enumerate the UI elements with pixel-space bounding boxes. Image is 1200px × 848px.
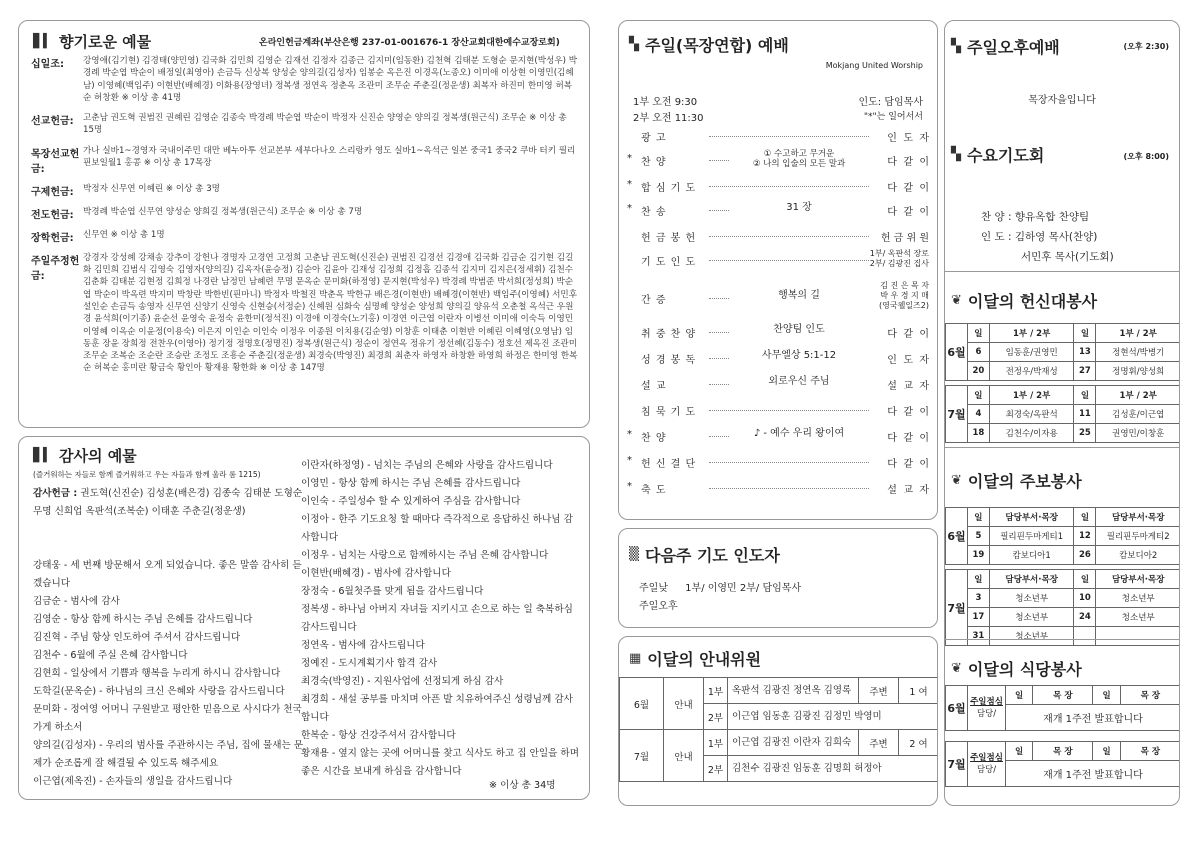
thanks-item: 최경희 - 새설 공부를 마치며 아픈 발 치유하여주신 성령님께 감사합니다 <box>301 694 573 723</box>
table-header: 목 장 <box>1120 742 1180 761</box>
month-cell: 6월 <box>946 686 968 731</box>
thanks-item: 양의길(김성자) - 우리의 범사를 주관하시는 주님, 집에 물새는 문제가 순조롭게 잘 해결될 수 있도록 해주세요 <box>33 740 304 769</box>
thanks-item: 김진혁 - 주님 항상 인도하여 주셔서 감사드립니다 <box>33 632 241 643</box>
table-header: 목 장 <box>1033 742 1093 761</box>
afternoon-header <box>951 35 1060 58</box>
offering-label: 구제헌금: <box>31 186 74 198</box>
table-header: 담당부서·목장 <box>989 570 1074 589</box>
assignee-cell: 김성훈/이근엽 <box>1096 405 1180 424</box>
offering-panel <box>18 20 590 428</box>
month-cell: 7월 <box>946 742 968 787</box>
service-1: 1부 <box>704 678 728 704</box>
worship-row <box>619 149 937 169</box>
table-header: 일 <box>967 386 989 405</box>
thanks-title: 감사의 예물 <box>59 447 137 465</box>
bulletin-table-jul <box>945 569 1180 646</box>
offering-row <box>31 55 579 104</box>
leader-dots <box>709 481 869 489</box>
leader-dots <box>709 229 869 237</box>
usher-row <box>620 730 939 756</box>
next-prayer-panel <box>618 528 938 628</box>
cafeteria-header <box>951 657 1082 680</box>
assignee-cell: 전정우/박재성 <box>989 362 1074 381</box>
day-cell: 27 <box>1074 362 1096 381</box>
cafeteria-label-main: 주일점심 <box>970 697 1003 707</box>
bar-icon: ▚ <box>629 37 639 52</box>
worship-order <box>619 129 937 519</box>
order-leader: 다 같 이 <box>887 455 929 470</box>
thanks-item: 강태웅 - 세 번째 방문해서 오게 되었습니다. 좋은 말씀 감사히 듣겠습니다 <box>33 560 302 589</box>
leader-dots <box>709 253 869 261</box>
order-item: 헌 금 봉 헌 <box>641 233 697 244</box>
assignee-cell: 필리핀두마게티1 <box>989 527 1074 546</box>
bar-icon: ▚ <box>951 39 961 54</box>
stand-mark: * <box>627 153 632 164</box>
order-item: 기 도 인 도 <box>641 257 697 268</box>
usher-names-1: 이근엽 김광진 이란자 김희숙 <box>728 730 859 756</box>
assignee-cell: 필리핀두마게티2 <box>1096 527 1180 546</box>
table-row <box>946 608 1181 627</box>
table-row <box>946 589 1181 608</box>
offering-row <box>31 252 579 375</box>
table-header: 일 <box>1006 742 1033 761</box>
order-item: 침 묵 기 도 <box>641 407 697 418</box>
worship-row <box>619 249 937 269</box>
worship-row <box>619 403 937 419</box>
offering-label: 주일주정헌금: <box>31 255 80 282</box>
worship-stand-note: "*"는 일어서서 <box>863 112 923 122</box>
worship-row <box>619 455 937 471</box>
month-cell: 6월 <box>946 508 968 565</box>
order-leader: 다 같 이 <box>887 179 929 194</box>
order-leader: 다 같 이 <box>887 325 929 340</box>
thanks-header <box>33 445 137 466</box>
order-item: 찬 송 <box>641 207 667 218</box>
thanks-item: 이정우 - 넘치는 사랑으로 함께하시는 주님 은혜 감사합니다 <box>301 550 549 561</box>
order-item: 합 심 기 도 <box>641 183 697 194</box>
thanks-label: 감사헌금 : <box>33 488 78 499</box>
offering-row <box>31 229 579 244</box>
worship-header <box>629 33 789 56</box>
assignee-cell: 청소년부 <box>989 608 1074 627</box>
worship-row <box>619 281 937 310</box>
assignee-cell: 정현석/박병기 <box>1096 343 1180 362</box>
ushers-table <box>619 677 938 782</box>
day-cell: 12 <box>1074 527 1096 546</box>
thanks-item: 도학길(문옥순) - 하나님의 크신 은혜와 사랑을 감사드립니다 <box>33 686 285 697</box>
table-header-row <box>946 570 1181 589</box>
order-leader: 다 같 이 <box>887 403 929 418</box>
table-row <box>946 546 1181 565</box>
usher-role: 안내 <box>664 730 704 782</box>
table-row <box>946 424 1181 443</box>
offering-label: 선교헌금: <box>31 116 74 128</box>
thanks-item: 이영민 - 항상 함께 하시는 주님 은혜를 감사드립니다 <box>301 478 521 489</box>
assignee-cell <box>1096 627 1180 646</box>
leader-dots <box>709 129 869 137</box>
ushers-panel <box>618 636 938 806</box>
table-header: 일 <box>1074 324 1096 343</box>
table-header: 목 장 <box>1033 686 1093 705</box>
leader-dots <box>709 455 869 463</box>
stand-mark: * <box>627 481 632 492</box>
service-2: 2부 <box>704 756 728 782</box>
order-leader: 설 교 자 <box>887 481 929 496</box>
day-cell: 5 <box>967 527 989 546</box>
flower-tables <box>945 323 1180 447</box>
table-header: 일 <box>1093 742 1120 761</box>
order-leader: 다 같 이 <box>887 153 929 168</box>
bulletin-title: 이달의 주보봉사 <box>967 472 1082 491</box>
ushers-title: 이달의 안내위원 <box>647 650 762 669</box>
thanks-item: 김현희 - 일상에서 기쁨과 행복을 누리게 하시니 감사합니다 <box>33 668 281 679</box>
flower-header <box>951 289 1097 312</box>
assignee-cell: 캄보디아2 <box>1096 546 1180 565</box>
order-item: 간 증 <box>641 295 667 306</box>
thanks-item: 이란자(하정영) - 넘치는 주님의 은혜와 사랑을 감사드립니다 <box>301 460 553 471</box>
assignee-cell: 청소년부 <box>989 589 1074 608</box>
table-header: 일 <box>1074 508 1096 527</box>
table-header-row <box>946 742 1181 761</box>
month-cell: 7월 <box>946 386 968 443</box>
cafeteria-label-main: 주일점심 <box>970 753 1003 763</box>
worship-row <box>619 429 937 445</box>
order-content: 31 장 <box>729 203 869 213</box>
worship-row <box>619 481 937 497</box>
worship-row <box>619 351 937 367</box>
afternoon-text: 목장자을입니다 <box>1028 95 1096 106</box>
thanks-verse: (즐거워하는 자들로 함께 즐거워하고 우는 자들과 함께 울라 롬 1215) <box>33 470 261 479</box>
worship-row <box>619 325 937 341</box>
stand-mark: * <box>627 429 632 440</box>
table-header-row <box>946 386 1181 405</box>
usher-row <box>620 678 939 704</box>
order-item: 성 경 봉 독 <box>641 355 697 366</box>
day-cell: 20 <box>967 362 989 381</box>
sunday-label: 주일낮 <box>639 583 668 594</box>
usher-month: 6월 <box>620 678 664 730</box>
cafeteria-label-sub: 담당/ <box>976 709 997 719</box>
assignee-cell: 캄보디아1 <box>989 546 1074 565</box>
day-cell: 25 <box>1074 424 1096 443</box>
table-header: 일 <box>1006 686 1033 705</box>
worship-time-1: 1부 오전 9:30 <box>633 97 698 108</box>
usher-names-2: 이근엽 임동훈 김광진 김정민 박영미 <box>728 704 939 730</box>
order-leader: 인 도 자 <box>887 351 929 366</box>
order-item: 취 중 찬 양 <box>641 329 697 340</box>
flower-icon: ❦ <box>951 661 962 676</box>
flower-icon: ❦ <box>951 473 962 488</box>
cafeteria-label <box>968 742 1006 787</box>
offering-names: 가나 실바1~경영자 국내이주민 대만 베누아투 선교본부 세부다나오 스리랑카 영도 실바1~옥석근 일본 중국1 중국2 쿠바 터키 필리핀보일월1 홍콩 ※ 이상 총 17목장 <box>83 145 576 169</box>
bar-icon: ▋▍ <box>33 448 53 463</box>
offering-row <box>31 112 579 137</box>
thanks-item: 이정아 - 한주 기도요청 할 때마다 즉각적으로 응답하신 하나님 감사합니다 <box>301 514 573 543</box>
assignee-cell: 김천수/이자용 <box>989 424 1074 443</box>
worship-title: 주일(목장연합) 예배 <box>645 36 789 55</box>
assignee-cell: 임동훈/권영민 <box>989 343 1074 362</box>
offering-row <box>31 183 579 198</box>
order-item: 광 고 <box>641 133 667 144</box>
day-cell: 11 <box>1074 405 1096 424</box>
bulletin-header <box>951 469 1082 492</box>
thanks-item: 황재용 - 옆지 않는 곳에 어머니를 찾고 식사도 하고 집 안일을 하며 좋은 시간을 보내게 하심을 감사합니다 <box>301 748 579 777</box>
cafeteria-table-jul <box>945 741 1180 787</box>
table-header: 일 <box>1074 570 1096 589</box>
table-header: 담당부서·목장 <box>1096 570 1180 589</box>
thanks-item: 김영순 - 항상 함께 하시는 주님 은혜를 감사드립니다 <box>33 614 253 625</box>
order-content: 행복의 길 <box>729 291 869 301</box>
order-item: 헌 신 결 단 <box>641 459 697 470</box>
table-row <box>946 343 1181 362</box>
table-header: 일 <box>1074 386 1096 405</box>
worship-row <box>619 129 937 145</box>
day-cell: 18 <box>967 424 989 443</box>
usher-count: 2 여 <box>899 730 939 756</box>
thanks-item: 한복순 - 항상 건강주셔서 감사합니다 <box>301 730 456 741</box>
stand-mark: * <box>627 179 632 190</box>
offering-row <box>31 145 579 175</box>
thanks-item: 이근엽(제옥진) - 손자들의 생일을 감사드립니다 <box>33 776 233 787</box>
wednesday-info <box>981 207 1114 267</box>
table-header: 일 <box>967 324 989 343</box>
day-cell: 24 <box>1074 608 1096 627</box>
table-header: 1부 / 2부 <box>1096 324 1180 343</box>
usher-names-2: 김천수 김광진 임동훈 김명희 허정아 <box>728 756 939 782</box>
usher-count: 1 여 <box>899 678 939 704</box>
order-item: 찬 양 <box>641 157 667 168</box>
wednesday-header <box>951 143 1044 166</box>
thanks-total: ※ 이상 총 34명 <box>489 780 556 791</box>
worship-row <box>619 377 937 393</box>
thanks-item: 김천수 - 6월에 주실 은혜 감사합니다 <box>33 650 188 661</box>
next-prayer-afternoon: 주일오후 <box>639 601 678 612</box>
offering-header <box>33 31 151 52</box>
table-header: 목 장 <box>1120 686 1180 705</box>
service-2: 2부 <box>704 704 728 730</box>
offering-label: 전도헌금: <box>31 209 74 221</box>
flower-table-jul <box>945 385 1180 443</box>
bar-icon: ▋▍ <box>33 34 53 49</box>
table-row <box>946 627 1181 646</box>
worship-row <box>619 229 937 245</box>
thanks-item: 이현반(배혜경) - 범사에 감사합니다 <box>301 568 451 579</box>
offering-names: 고춘남 권도혁 권범진 권혜린 김영순 김종숙 박경례 박순엽 박순이 박정자 신진순 양영순 양의길 정복생(원근식) 조무순 ※ 이상 총 15명 <box>83 113 567 136</box>
day-cell: 3 <box>967 589 989 608</box>
order-content: ① 수고하고 무거운 ② 나의 입술의 모든 말과 <box>729 149 869 169</box>
bulletin-tables <box>945 507 1180 650</box>
flower-table-jun <box>945 323 1180 381</box>
offering-label: 목장선교헌금: <box>31 148 80 175</box>
offering-list <box>31 55 579 375</box>
thanks-item: 최경숙(박영진) - 지원사업에 선정되게 하심 감사 <box>301 676 504 687</box>
order-leader: 헌 금 위 원 <box>881 229 929 244</box>
thanks-item: 김금순 - 범사에 감사 <box>33 596 120 607</box>
next-prayer-title: 다음주 기도 인도자 <box>645 546 780 565</box>
order-item: 찬 양 <box>641 433 667 444</box>
thanks-item: 정복생 - 하나님 아버지 자녀들 지키시고 손으로 하는 일 축복하심 감사드립니다 <box>301 604 573 633</box>
thanks-left-col <box>33 557 307 791</box>
wednesday-title: 수요기도회 <box>967 146 1045 165</box>
worship-leader: 인도: 담임목사 <box>858 97 923 108</box>
day-cell: 17 <box>967 608 989 627</box>
thanks-right-col <box>301 457 579 781</box>
stand-mark: * <box>627 455 632 466</box>
worship-row <box>619 203 937 219</box>
table-header: 1부 / 2부 <box>989 324 1074 343</box>
offering-names: 박정자 신무연 이혜린 ※ 이상 총 3명 <box>83 183 220 194</box>
cafeteria-title: 이달의 식당봉사 <box>967 660 1082 679</box>
table-header: 1부 / 2부 <box>1096 386 1180 405</box>
assignee-cell: 청소년부 <box>1096 589 1180 608</box>
sunday-leaders: 1부/ 이영민 2부/ 담임목사 <box>685 583 802 594</box>
day-cell: 31 <box>967 627 989 646</box>
bar-icon: ▚ <box>951 147 961 162</box>
order-leader: 설 교 자 <box>887 377 929 392</box>
assignee-cell: 최경숙/옥판석 <box>989 405 1074 424</box>
cafeteria-label <box>968 686 1006 731</box>
day-cell: 6 <box>967 343 989 362</box>
order-leader: 1부/ 옥판석 장로 2부/ 김광진 집사 <box>869 249 929 268</box>
table-row <box>946 527 1181 546</box>
wednesday-time: (오후 8:00) <box>1123 152 1169 161</box>
order-leader: 인 도 자 <box>887 129 929 144</box>
worship-subtitle: Mokjang United Worship <box>825 61 923 70</box>
bar-icon: ▦ <box>629 651 642 666</box>
table-header: 일 <box>1093 686 1120 705</box>
account-info: 온라인헌금계좌(부산은행 237-01-001676-1 장산교회대한예수교장로회) <box>259 38 560 48</box>
thanks-item: 정예진 - 도시계획기사 합격 감사 <box>301 658 438 669</box>
stand-mark: * <box>627 203 632 214</box>
order-item: 설 교 <box>641 381 667 392</box>
offering-row <box>31 206 579 221</box>
flower-icon: ❦ <box>951 293 962 308</box>
assignee-cell: 정명휘/양성희 <box>1096 362 1180 381</box>
cafeteria-tables <box>945 685 1180 797</box>
order-leader: 김 진 은 목 자 박 우 경 지 매 (영국웰일즈2) <box>879 281 929 310</box>
wednesday-praise: 찬 양 : 향유옥합 찬양팀 <box>981 211 1090 223</box>
day-cell: 13 <box>1074 343 1096 362</box>
table-header-row <box>946 508 1181 527</box>
order-leader: 다 같 이 <box>887 429 929 444</box>
assignee-cell: 청소년부 <box>1096 608 1180 627</box>
wednesday-prayer: 서민후 목사(기도회) <box>1021 251 1114 263</box>
day-cell: 4 <box>967 405 989 424</box>
table-header: 1부 / 2부 <box>989 386 1074 405</box>
cafeteria-table-jun <box>945 685 1180 731</box>
worship-time-2: 2부 오전 11:30 <box>633 113 704 124</box>
afternoon-time: (오후 2:30) <box>1123 42 1169 51</box>
flower-title: 이달의 헌신대봉사 <box>967 292 1098 311</box>
schedule-panel <box>944 20 1180 806</box>
usher-weekday: 주변 <box>859 730 899 756</box>
offering-title: 향기로운 예물 <box>59 33 152 51</box>
thanks-panel <box>18 436 590 800</box>
table-header-row <box>946 686 1181 705</box>
service-1: 1부 <box>704 730 728 756</box>
usher-role: 안내 <box>664 678 704 730</box>
table-header: 담당부서·목장 <box>989 508 1074 527</box>
usher-weekday: 주변 <box>859 678 899 704</box>
leader-dots <box>709 179 869 187</box>
next-prayer-sunday <box>639 579 801 594</box>
leader-dots <box>709 403 869 411</box>
offering-names: 박경례 박순엽 신무연 양성순 양희길 정복생(원근식) 조무순 ※ 이상 총 7명 <box>83 206 363 217</box>
table-header: 일 <box>967 508 989 527</box>
day-cell: 26 <box>1074 546 1096 565</box>
bar-icon: ▒ <box>629 547 639 562</box>
order-content: 외로우신 주님 <box>729 377 869 387</box>
wednesday-leader: 인 도 : 김하영 목사(찬양) <box>981 231 1098 243</box>
order-leader: 다 같 이 <box>887 203 929 218</box>
thanks-offering <box>33 485 303 521</box>
table-header: 일 <box>967 570 989 589</box>
ushers-header <box>629 647 761 670</box>
assignee-cell: 청소년부 <box>989 627 1074 646</box>
thanks-names: 권도혁(신진순) 김성훈(배은경) 김종숙 김태분 도형순 무명 신희업 옥판석(조복순) 이태훈 주춘길(정운생) <box>33 488 303 517</box>
afternoon-title: 주일오후예배 <box>967 38 1060 57</box>
thanks-item: 정연옥 - 범사에 감사드립니다 <box>301 640 425 651</box>
worship-panel <box>618 20 938 520</box>
bulletin-table-jun <box>945 507 1180 565</box>
order-content: 찬양팀 인도 <box>729 325 869 335</box>
usher-month: 7월 <box>620 730 664 782</box>
next-prayer-header <box>629 543 780 566</box>
table-header: 담당부서·목장 <box>1096 508 1180 527</box>
day-cell: 19 <box>967 546 989 565</box>
thanks-item: 문미화 - 정여영 어머니 구원받고 평안한 믿음으로 사시다가 천국가게 하소서 <box>33 704 302 733</box>
offering-names: 신무연 ※ 이상 총 1명 <box>83 229 165 240</box>
usher-names-1: 옥판석 김광진 정연옥 김영록 <box>728 678 859 704</box>
assignee-cell: 권영민/이창훈 <box>1096 424 1180 443</box>
cafeteria-text: 재개 1주전 발표합니다 <box>1006 705 1181 731</box>
table-header-row <box>946 324 1181 343</box>
day-cell: 10 <box>1074 589 1096 608</box>
offering-label: 장학헌금: <box>31 232 74 244</box>
worship-row <box>619 179 937 195</box>
order-content: 사무엘상 5:1-12 <box>729 351 869 361</box>
order-content: ♪ - 예수 우리 왕이여 <box>729 429 869 439</box>
month-cell: 7월 <box>946 570 968 646</box>
table-row <box>946 405 1181 424</box>
cafeteria-label-sub: 담당/ <box>976 765 997 775</box>
cafeteria-text: 재개 1주전 발표합니다 <box>1006 761 1181 787</box>
thanks-item: 이인숙 - 주일성수 할 수 있게하여 주심을 감사합니다 <box>301 496 521 507</box>
offering-names: 강영애(김기현) 김경태(양민영) 김국화 김민희 김영순 김재선 김정자 김종근 김지미(임동환) 김천혁 김태분 도형순 문지현(박성우) 박경례 박순엽 박순이 배정일(최영아) 손금득 신상복 양성순 양의길(김성자) 임봉순 옥은진 이경옥(노종오) 이미애 이상현 이영민(김혜남) 이영혜(백임주) 이현반(배혜경) 이화용(장영녀) 정복생 정연옥 정춘옥 조관미 조무순 주춘길(정운생) 최복자 하진미 한미영 허복순 허창환 ※ 이상 총 41명 <box>83 56 578 103</box>
order-item: 축 도 <box>641 485 667 496</box>
offering-label: 십일조: <box>31 59 64 70</box>
thanks-item: 장정숙 - 6월첫주를 맞게 됨을 감사드립니다 <box>301 586 484 597</box>
offering-names: 강경자 강성혜 강채송 강추이 강헌나 경명자 고경연 고정희 고춘남 권도혁(신진순) 권범진 김경선 김경애 김국화 김금순 김기현 김길화 김민희 김범식 김영숙 김영자(양의길) 김옥자(윤승정) 김순아 김윤아 김재성 김정희 김정흡 김종석 김지미 김지은(정세휘) 김천수 김춘화 김태분 김현정 김희정 나경란 남정민 남혜련 무명 문옥순 문미화(하정영) 문지현(박성우) 박경례 박범준 박서희(정성희) 박순엽 박순이 박옥련 박지미 박창란 박한빈(핀마니) 박정자 박철진 박춘옥 박한규 배은경(이현반) 배혜경(이현반) 백임주(이영혜) 서민후 설인순 손금득 송영자 신무연 신양기 신영숙 신현승(서정순) 신혜원 심화숙 심명혜 양성순 양성희 양의길 양유석 오춘철 옥석근 우원경 윤석희(이기종) 윤순선 윤영숙 윤정숙 윤한미(정석진) 이경애 이경숙(노기홍) 이경연 이근엽 이란자 이병선 이미애 이숙득 이영민 이영혜 이옥순 이윤정(이용숙) 이은지 이인순 이인숙 이정우 이종원 이치용(김순영) 이창훈 이태춘 이현반 이혜린 이혜영(오영남) 임동훈 장윤 장희정 전찬우(이영아) 정기정 정명호(정명진) 정복생(원근식) 정순이 정연옥 정유기 정선혜(김동수) 정호선 제옥진 조관미 조무순 조복순 조순란 조승란 조정도 조흥순 주춘길(정운생) 최경숙(박영진) 최경희 최춘자 하영자 하창환 하영희 하정은 한미영 한복순 허복순 홍미란 황금숙 황인아 황재용 황한화 ※ 이상 총 147명 <box>83 252 578 374</box>
month-cell: 6월 <box>946 324 968 381</box>
table-row <box>946 362 1181 381</box>
day-cell <box>1074 627 1096 646</box>
